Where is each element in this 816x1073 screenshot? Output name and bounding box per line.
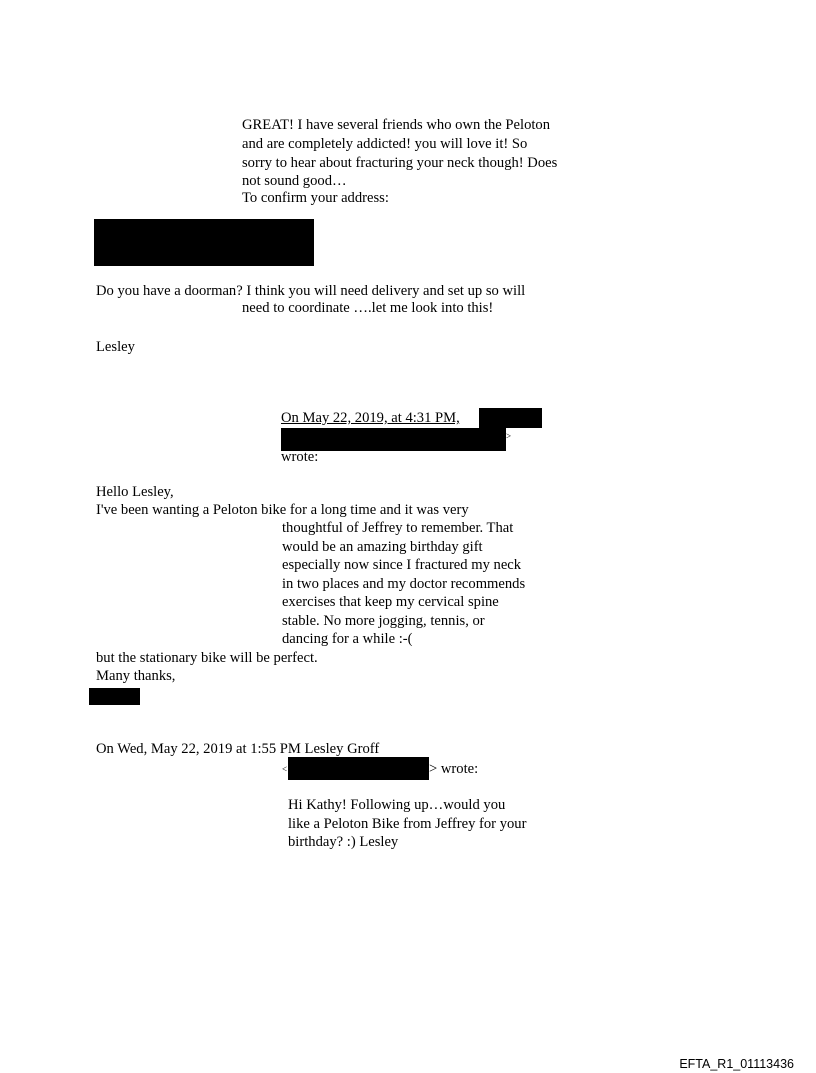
quote-header: On May 22, 2019, at 4:31 PM, [281, 410, 460, 426]
reply-line: GREAT! I have several friends who own the Peloton [242, 117, 551, 133]
doorman-line: need to coordinate ….let me look into this! [242, 300, 494, 316]
quote-line: especially now since I fractured my neck [282, 557, 522, 573]
quote-line: like a Peloton Bike from Jeffrey for your [288, 816, 527, 832]
signature: Lesley [96, 339, 135, 355]
quote-line: exercises that keep my cervical spine [282, 594, 499, 610]
quote-line: Hi Kathy! Following up…would you [288, 797, 506, 813]
quote-header-wrote: wrote: [281, 449, 319, 465]
reply-line: To confirm your address: [242, 190, 389, 206]
quote-line: but the stationary bike will be perfect. [96, 650, 318, 666]
quote-greeting: Hello Lesley, [96, 484, 174, 500]
redacted-sender-name [479, 408, 542, 428]
document-id: EFTA_R1_01113436 [679, 1057, 794, 1071]
header-gt: > [506, 431, 512, 441]
quote-line: thoughtful of Jeffrey to remember. That [282, 520, 514, 536]
quote-line: in two places and my doctor recommends [282, 576, 526, 592]
quote-header: On Wed, May 22, 2019 at 1:55 PM Lesley Groff [96, 741, 380, 757]
redacted-signature [89, 688, 140, 705]
quote-line: I've been wanting a Peloton bike for a long time and it was very [96, 502, 469, 518]
doorman-line: Do you have a doorman? I think you will need delivery and set up so will [96, 283, 526, 299]
redacted-sender-email [281, 428, 506, 451]
reply-line: and are completely addicted! you will love it! So [242, 136, 528, 152]
quote-header-wrote: > wrote: [429, 761, 479, 777]
reply-line: not sound good… [242, 173, 347, 189]
reply-line: sorry to hear about fracturing your neck though! Does [242, 155, 558, 171]
redacted-sender-email [288, 757, 429, 780]
quote-line: stable. No more jogging, tennis, or [282, 613, 485, 629]
quote-line: Many thanks, [96, 668, 176, 684]
redacted-address-block [94, 219, 314, 266]
quote-line: would be an amazing birthday gift [282, 539, 483, 555]
quote-line: dancing for a while :-( [282, 631, 413, 647]
header-lt: < [282, 764, 288, 774]
quote-line: birthday? :) Lesley [288, 834, 399, 850]
